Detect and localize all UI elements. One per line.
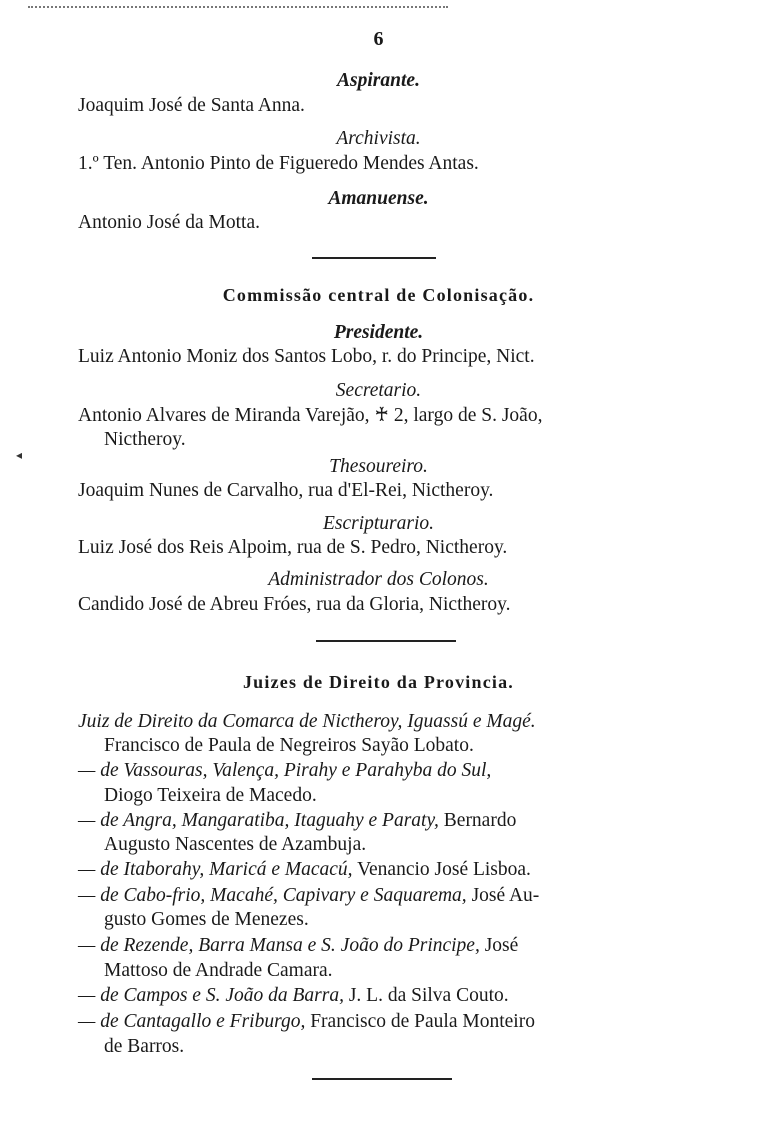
archivista-title: Archivista. bbox=[336, 128, 421, 149]
section-divider bbox=[312, 1078, 452, 1080]
secretario-line-2: Nictheroy. bbox=[104, 429, 186, 450]
judge-district: — de Campos e S. João da Barra, bbox=[78, 985, 344, 1006]
judge-district: — de Angra, Mangaratiba, Itaguahy e Paraty, bbox=[78, 810, 439, 831]
judge-name: José bbox=[479, 935, 519, 956]
escripturario-name: Luiz José dos Reis Alpoim, rua de S. Pedro, Nictheroy. bbox=[78, 537, 508, 558]
judge-name: Venancio José Lisboa. bbox=[352, 859, 531, 880]
judge-entry bbox=[78, 985, 509, 1007]
thesoureiro-name: Joaquim Nunes de Carvalho, rua d'El-Rei, Nictheroy. bbox=[78, 480, 494, 501]
judge-entry bbox=[78, 1011, 535, 1033]
judge-entry bbox=[78, 859, 531, 881]
presidente-title: Presidente. bbox=[333, 322, 424, 343]
commission-heading: Commissão central de Colonisação. bbox=[222, 285, 535, 305]
archivista-name: 1.º Ten. Antonio Pinto de Figueredo Mendes Antas. bbox=[78, 153, 479, 174]
judge-name: Augusto Nascentes de Azambuja. bbox=[104, 834, 367, 855]
administrador-name: Candido José de Abreu Fróes, rua da Gloria, Nictheroy. bbox=[78, 594, 511, 615]
judge-district: — de Itaborahy, Maricá e Macacú, bbox=[78, 859, 353, 880]
judge-district: — de Cantagallo e Friburgo, bbox=[78, 1011, 306, 1032]
judge-name: J. L. da Silva Couto. bbox=[343, 985, 509, 1006]
judge-name: de Barros. bbox=[104, 1036, 185, 1057]
amanuense-name: Antonio José da Motta. bbox=[78, 212, 260, 233]
administrador-title: Administrador dos Colonos. bbox=[268, 569, 489, 590]
presidente-name: Luiz Antonio Moniz dos Santos Lobo, r. do Principe, Nict. bbox=[78, 346, 535, 367]
judge-name: Diogo Teixeira de Macedo. bbox=[104, 785, 317, 806]
amanuense-title: Amanuense. bbox=[328, 188, 429, 209]
section-divider bbox=[312, 257, 436, 259]
judge-name: Mattoso de Andrade Camara. bbox=[104, 960, 333, 981]
judge-entry bbox=[78, 885, 539, 907]
judge-name: Francisco de Paula Monteiro bbox=[305, 1011, 535, 1032]
aspirante-name: Joaquim José de Santa Anna. bbox=[78, 95, 305, 116]
thesoureiro-title: Thesoureiro. bbox=[329, 456, 428, 477]
margin-mark: ◂ bbox=[16, 448, 23, 462]
judge-district: — de Cabo-frio, Macahé, Capivary e Saquarema, bbox=[78, 885, 467, 906]
judge-name: Francisco de Paula de Negreiros Sayão Lobato. bbox=[104, 735, 474, 756]
judges-heading: Juizes de Direito da Provincia. bbox=[242, 672, 514, 692]
judge-name: José Au- bbox=[466, 885, 540, 906]
judge-entry bbox=[78, 760, 491, 782]
section-divider bbox=[316, 640, 456, 642]
judge-name: Bernardo bbox=[438, 810, 517, 831]
top-edge-mark bbox=[28, 6, 448, 8]
secretario-title: Secretario. bbox=[335, 380, 422, 401]
judge-entry bbox=[78, 810, 516, 832]
judge-entry bbox=[78, 935, 518, 957]
judge-district: Juiz de Direito da Comarca de Nictheroy, Iguassú e Magé. bbox=[78, 711, 536, 732]
secretario-line-1: Antonio Alvares de Miranda Varejão, ♰ 2, largo de S. João, bbox=[78, 405, 543, 426]
escripturario-title: Escripturario. bbox=[322, 513, 435, 534]
judge-district: — de Vassouras, Valença, Pirahy e Parahyba do Sul, bbox=[78, 760, 492, 781]
aspirante-title: Aspirante. bbox=[337, 70, 420, 91]
judge-district: — de Rezende, Barra Mansa e S. João do Principe, bbox=[78, 935, 480, 956]
page-number: 6 bbox=[373, 28, 384, 50]
judge-name: gusto Gomes de Menezes. bbox=[104, 909, 309, 930]
